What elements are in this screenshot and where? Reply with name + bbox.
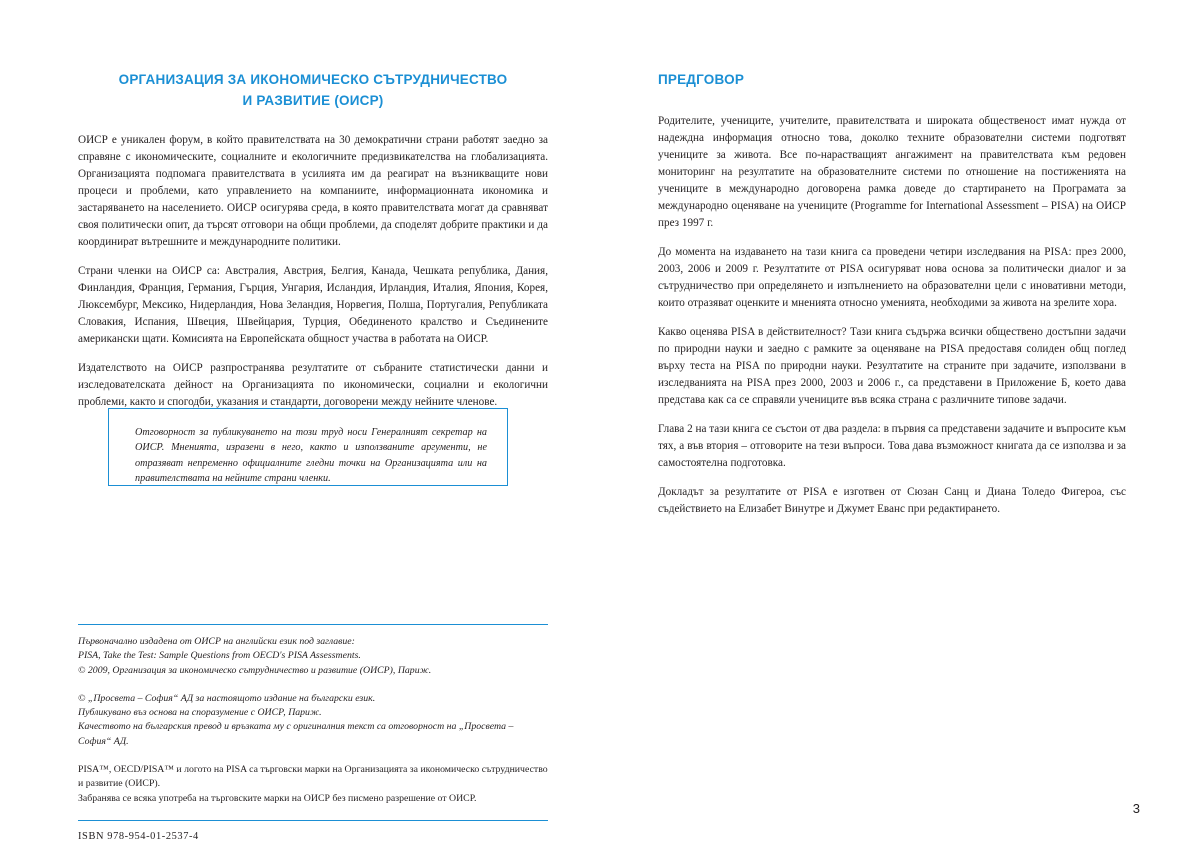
oecd-paragraph-1: ОИСР е уникален форум, в който правителствата на 30 демократични страни работят заедно за справяне с икономическите, социалните и екологичните предизвикателства на глобализацията. Организацията подпомага правителствата в усилията им да реагират на възникващите нови процеси и проблеми, като управлението на компаниите, информационната икономика и застаряването на населението. ОИСР осигурява среда, в която правителствата могат да сравняват своя политически опит, да търсят отговори на общи проблеми, да споделят добрите практики и да координират вътрешните и международните политики.: [78, 133, 548, 248]
footer-block: [78, 624, 548, 842]
disclaimer-box: [108, 408, 508, 486]
footer-original-line-3: © 2009, Организация за икономическо сътрудничество и развитие (ОИСР), Париж.: [78, 664, 432, 676]
oecd-paragraph-2: Страни членки на ОИСР са: Австралия, Австрия, Белгия, Канада, Чешката република, Дания, Финландия, Франция, Германия, Гърция, Унгария, Исландия, Ирландия, Италия, Япония, Корея, Люксембург, Мексико, Нидерландия, Нова Зеландия, Норвегия, Полша, Португалия, Републиката Словакия, Испания, Швеция, Швейцария, Турция, Обединеното кралство и Съединените американски щати. Комисията на Европейската общност участва в работата на ОИСР.: [78, 264, 548, 346]
footer-trademark-notice: [78, 763, 548, 806]
footer-bottom-rule: [78, 820, 548, 821]
foreword-heading: ПРЕДГОВОР: [658, 72, 745, 87]
oecd-paragraph-3: Издателството на ОИСР разпространява резултатите от събраните статистически данни и изследователската дейност на Организацията по икономически, социални и екологични проблеми, както и спогодби, указания и стандарти, договорени между нейните членове.: [78, 362, 548, 409]
right-column: [658, 70, 1126, 518]
foreword-paragraph-3: Какво оценява PISA в действителност? Тази книга съдържа всички обществено достъпни задачи по природни науки и заедно с рамките за оценяване на PISA предоставя солиден общ поглед върху теста на PISA по природни науки. Резултатите на страните при задачите, използвани в изследванията на PISA през 2000, 2003 и 2006 г., са представени в Приложение Б, което дава представа как са се справяли учениците във всяка страна с различните типове задачи.: [658, 326, 1126, 407]
oecd-section-heading: [78, 70, 548, 112]
footer-original-edition: [78, 635, 548, 678]
foreword-paragraph-4: Глава 2 на тази книга се състои от два раздела: в първия са представени задачите и въпросите към тях, а във втория – отговорите на тези въпроси. Това дава възможност книгата да се използва и за самостоятелна подготовка.: [658, 423, 1126, 470]
footer-bulgarian-line-1: © „Просвета – София“ АД за настоящото издание на български език.: [78, 692, 376, 704]
foreword-paragraph-1: Родителите, учениците, учителите, правителствата и широката общественост имат нужда от надеждна информация относно това, доколко техните образователни системи подготвят учениците за живота. Все по-нарастващият ангажимент на правителствата към редовен мониторинг на резултатите на образователните системи по отношение на постиженията на учениците в международно договорена рамка доведе до стартирането на Програмата за международно оценяване на учениците (Programme for International Assessment – PISA) на ОИСР през 1997 г.: [658, 114, 1126, 230]
footer-bulgarian-line-3: Качеството на българския превод и връзката му с оригиналния текст са отговорност на „Просвета – София“ АД.: [78, 721, 514, 747]
page-number: 3: [1132, 801, 1140, 816]
foreword-paragraph-2: До момента на издаването на тази книга са проведени четири изследвания на PISA: през 2000, 2003, 2006 и 2009 г. Резултатите от PISA осигуряват нова основа за политически диалог и за сътрудничество при определянето и изпълнението на образователни цели с иновативни методи, които отразяват оценките и мненията относно уменията, необходими за живота на зрелите хора.: [658, 246, 1126, 310]
isbn-number: ISBN 978-954-01-2537-4: [78, 830, 199, 842]
footer-trademark-line-1: PISA™, OECD/PISA™ и логото на PISA са търговски марки на Организацията за икономическо сътрудничество и развитие (ОИСР).: [78, 764, 548, 790]
left-column: [78, 70, 548, 411]
oecd-heading-line-2: И РАЗВИТИЕ (ОИСР): [242, 92, 384, 108]
footer-original-line-1: Първоначално издадена от ОИСР на английски език под заглавие:: [78, 636, 355, 647]
footer-top-rule: [78, 624, 548, 625]
footer-trademark-line-2: Забранява се всяка употреба на търговските марки на ОИСР без писмено разрешение от ОИСР.: [78, 792, 477, 804]
foreword-paragraph-5: Докладът за резултатите от PISA е изготвен от Сюзан Санц и Диана Толедо Фигероа, със съдействието на Елизабет Винутре и Джумет Еванс при редактирането.: [658, 486, 1126, 516]
disclaimer-text: Отговорност за публикуването на този труд носи Генералният секретар на ОИСР. Мненията, изразени в него, както и използваните аргументи, не отразяват непременно официалните гледни точки на Организацията или на правителствата на нейните страни членки.: [135, 427, 487, 484]
footer-bulgarian-edition: [78, 692, 548, 749]
footer-bulgarian-line-2: Публикувано въз основа на споразумение с ОИСР, Париж.: [78, 707, 322, 719]
oecd-heading-line-1: ОРГАНИЗАЦИЯ ЗА ИКОНОМИЧЕСКО СЪТРУДНИЧЕСТВО: [118, 72, 508, 87]
footer-original-line-2: PISA, Take the Test: Sample Questions from OECD's PISA Assessments.: [78, 650, 361, 662]
